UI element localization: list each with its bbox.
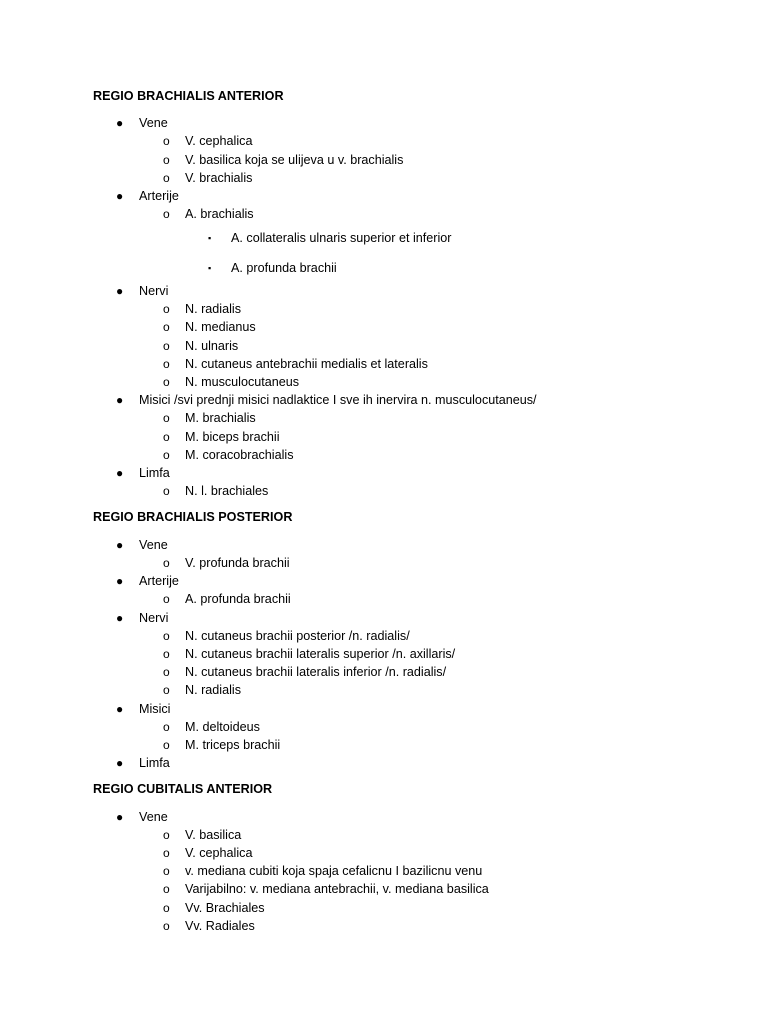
bullet-icon: ▪ — [208, 233, 212, 243]
bullet-icon: o — [163, 339, 170, 353]
list-item-text: Limfa — [139, 756, 170, 770]
bullet-icon: ● — [116, 538, 124, 552]
list-item-text: Misici — [139, 702, 171, 716]
bullet-icon: o — [163, 207, 170, 221]
list-item-text: Misici /svi prednji misici nadlaktice I sve ih inervira n. musculocutaneus/ — [139, 393, 537, 407]
bullet-icon: o — [163, 882, 170, 896]
bullet-icon: o — [163, 901, 170, 915]
list-item-text: N. cutaneus brachii lateralis superior /n. axillaris/ — [185, 647, 456, 661]
list-item-text: v. mediana cubiti koja spaja cefalicnu I bazilicnu venu — [185, 864, 483, 878]
bullet-icon: o — [163, 665, 170, 679]
list-item-text: A. profunda brachii — [185, 592, 291, 606]
bullet-icon: o — [163, 171, 170, 185]
section-heading: REGIO CUBITALIS ANTERIOR — [93, 782, 273, 796]
bullet-icon: o — [163, 556, 170, 570]
list-item-text: N. ulnaris — [185, 339, 239, 353]
bullet-icon: ● — [116, 756, 124, 770]
bullet-icon: o — [163, 629, 170, 643]
list-item-text: Vv. Radiales — [185, 919, 255, 933]
bullet-icon: o — [163, 134, 170, 148]
bullet-icon: o — [163, 720, 170, 734]
bullet-icon: o — [163, 302, 170, 316]
bullet-icon: ● — [116, 189, 124, 203]
bullet-icon: o — [163, 484, 170, 498]
list-item-text: V. basilica — [185, 828, 242, 842]
list-item-text: A. collateralis ulnaris superior et inferior — [231, 231, 452, 245]
list-item-text: M. triceps brachii — [185, 738, 281, 752]
list-item-text: Vv. Brachiales — [185, 901, 265, 915]
list-item-text: Nervi — [139, 284, 169, 298]
bullet-icon: ● — [116, 284, 124, 298]
bullet-icon: ● — [116, 466, 124, 480]
bullet-icon: o — [163, 828, 170, 842]
bullet-icon: ▪ — [208, 263, 212, 273]
list-item-text: M. brachialis — [185, 411, 256, 425]
section-heading: REGIO BRACHIALIS POSTERIOR — [93, 510, 293, 524]
list-item-text: Limfa — [139, 466, 170, 480]
list-item-text: V. brachialis — [185, 171, 253, 185]
list-item-text: N. musculocutaneus — [185, 375, 300, 389]
list-item-text: N. cutaneus brachii posterior /n. radialis/ — [185, 629, 410, 643]
bullet-icon: o — [163, 153, 170, 167]
list-item-text: Vene — [139, 538, 168, 552]
list-item-text: N. cutaneus antebrachii medialis et lateralis — [185, 357, 428, 371]
list-item-text: N. radialis — [185, 683, 241, 697]
list-item-text: N. l. brachiales — [185, 484, 269, 498]
list-item-text: N. medianus — [185, 320, 256, 334]
list-item-text: Varijabilno: v. mediana antebrachii, v. mediana basilica — [185, 882, 489, 896]
bullet-icon: o — [163, 919, 170, 933]
list-item-text: V. profunda brachii — [185, 556, 290, 570]
list-item-text: M. coracobrachialis — [185, 448, 294, 462]
bullet-icon: ● — [116, 810, 124, 824]
list-item-text: M. biceps brachii — [185, 430, 280, 444]
bullet-icon: ● — [116, 611, 124, 625]
bullet-icon: o — [163, 738, 170, 752]
section-heading: REGIO BRACHIALIS ANTERIOR — [93, 89, 284, 103]
list-item-text: Vene — [139, 116, 168, 130]
bullet-icon: ● — [116, 116, 124, 130]
bullet-icon: o — [163, 448, 170, 462]
list-item-text: V. cephalica — [185, 846, 253, 860]
list-item-text: Arterije — [139, 189, 179, 203]
bullet-icon: o — [163, 846, 170, 860]
list-item-text: Arterije — [139, 574, 179, 588]
list-item-text: A. brachialis — [185, 207, 254, 221]
list-item-text: N. cutaneus brachii lateralis inferior /n. radialis/ — [185, 665, 447, 679]
list-item-text: M. deltoideus — [185, 720, 260, 734]
list-item-text: V. cephalica — [185, 134, 253, 148]
bullet-icon: o — [163, 357, 170, 371]
bullet-icon: ● — [116, 702, 124, 716]
bullet-icon: o — [163, 864, 170, 878]
bullet-icon: o — [163, 411, 170, 425]
bullet-icon: o — [163, 375, 170, 389]
list-item-text: N. radialis — [185, 302, 241, 316]
bullet-icon: o — [163, 592, 170, 606]
bullet-icon: o — [163, 430, 170, 444]
bullet-icon: ● — [116, 574, 124, 588]
list-item-text: V. basilica koja se ulijeva u v. brachialis — [185, 153, 404, 167]
bullet-icon: o — [163, 320, 170, 334]
list-item-text: Nervi — [139, 611, 169, 625]
bullet-icon: ● — [116, 393, 124, 407]
list-item-text: Vene — [139, 810, 168, 824]
bullet-icon: o — [163, 683, 170, 697]
list-item-text: A. profunda brachii — [231, 261, 337, 275]
bullet-icon: o — [163, 647, 170, 661]
